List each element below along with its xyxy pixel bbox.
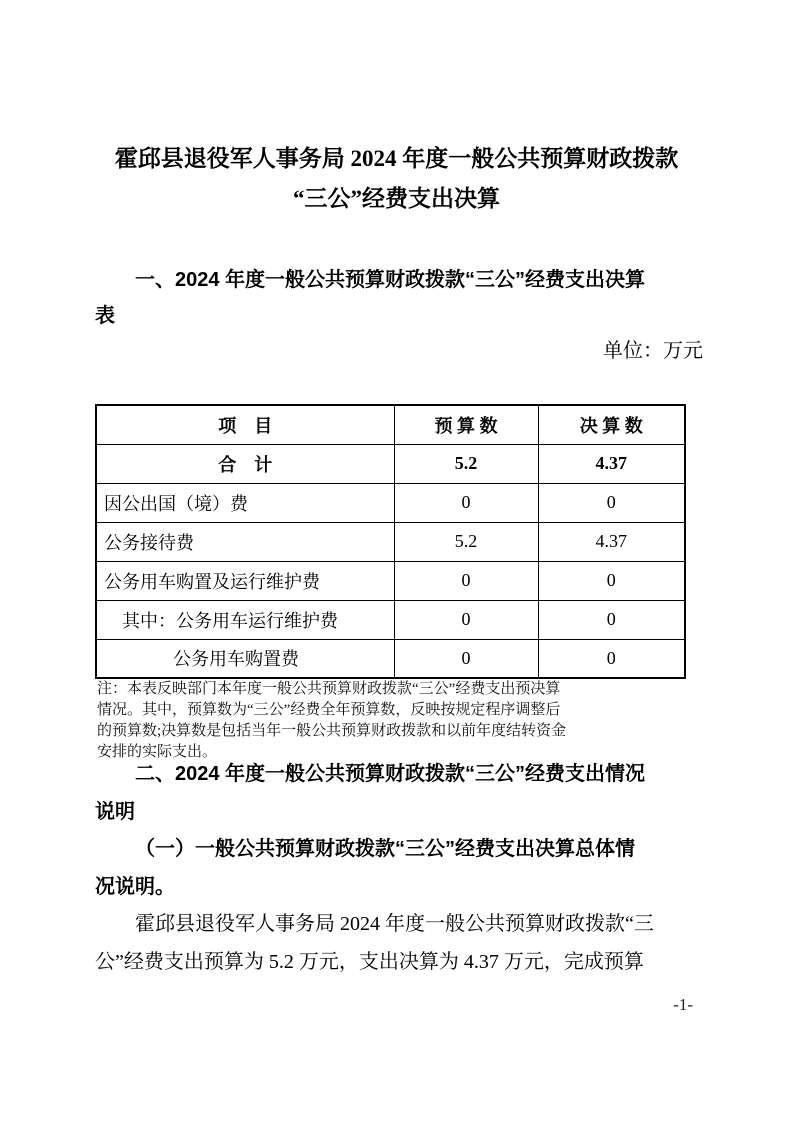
section1-heading-line-2: 表: [95, 305, 115, 327]
item-cell: 合 计: [96, 444, 394, 483]
budget-cell: 0: [394, 483, 538, 522]
budget-cell: 5.2: [394, 444, 538, 483]
unit-label: 单位：万元: [603, 340, 703, 362]
table-note-line-4: 安排的实际支出。: [97, 744, 218, 760]
section2-heading-line-1: 二、2024 年度一般公共预算财政拨款“三公”经费支出情况: [135, 763, 646, 785]
table-row-reception-fee: [96, 522, 685, 561]
section2-heading-line-2: 说明: [95, 800, 135, 823]
table-note: [97, 679, 709, 763]
table-note-line-2: 情况。其中，预算数为“三公”经费全年预算数，反映按规定程序调整后: [97, 702, 561, 718]
final-cell: 4.37: [538, 444, 685, 483]
final-cell: 0: [538, 561, 685, 600]
table-header-row: [96, 405, 685, 444]
document-title-line-2: “三公”经费支出决算: [293, 186, 500, 211]
item-cell: 公务用车购置及运行维护费: [96, 561, 394, 600]
section2-narrative: [95, 756, 715, 981]
body-paragraph-line-1: 霍邱县退役军人事务局 2024 年度一般公共预算财政拨款“三: [135, 913, 654, 935]
section2-subheading-line-2: 况说明。: [95, 875, 175, 898]
column-header-budget: 预 算 数: [394, 405, 538, 444]
final-cell: 0: [538, 600, 685, 639]
section2-subheading-line-1: （一）一般公共预算财政拨款“三公”经费支出决算总体情: [135, 838, 635, 860]
budget-cell: 0: [394, 600, 538, 639]
budget-cell: 0: [394, 639, 538, 678]
budget-table: [95, 404, 686, 679]
final-cell: 0: [538, 639, 685, 678]
column-header-item: 项 目: [96, 405, 394, 444]
table-row-abroad-fee: [96, 483, 685, 522]
table-note-line-3: 的预算数;决算数是包括当年一般公共预算财政拨款和以前年度结转资金: [97, 723, 567, 739]
table-row-vehicle-purchase: [96, 639, 685, 678]
table-row-vehicle-total: [96, 561, 685, 600]
item-cell: 其中：公务用车运行维护费: [96, 600, 394, 639]
item-cell: 因公出国（境）费: [96, 483, 394, 522]
table-row-vehicle-maintenance: [96, 600, 685, 639]
document-title-line-1: 霍邱县退役军人事务局 2024 年度一般公共预算财政拨款: [114, 146, 679, 171]
budget-cell: 0: [394, 561, 538, 600]
column-header-final: 决 算 数: [538, 405, 685, 444]
table-row-total: [96, 444, 685, 483]
document-title: [0, 139, 793, 219]
section1-heading: [95, 262, 711, 334]
page-number: -1-: [673, 995, 693, 1014]
section1-heading-line-1: 一、2024 年度一般公共预算财政拨款“三公”经费支出决算: [135, 269, 646, 291]
body-paragraph-line-2: 公”经费支出预算为 5.2 万元，支出决算为 4.37 万元，完成预算: [95, 950, 644, 973]
table-note-line-1: 注：本表反映部门本年度一般公共预算财政拨款“三公”经费支出预决算: [97, 681, 561, 697]
item-cell: 公务接待费: [96, 522, 394, 561]
final-cell: 0: [538, 483, 685, 522]
final-cell: 4.37: [538, 522, 685, 561]
budget-cell: 5.2: [394, 522, 538, 561]
item-cell: 公务用车购置费: [96, 639, 394, 678]
